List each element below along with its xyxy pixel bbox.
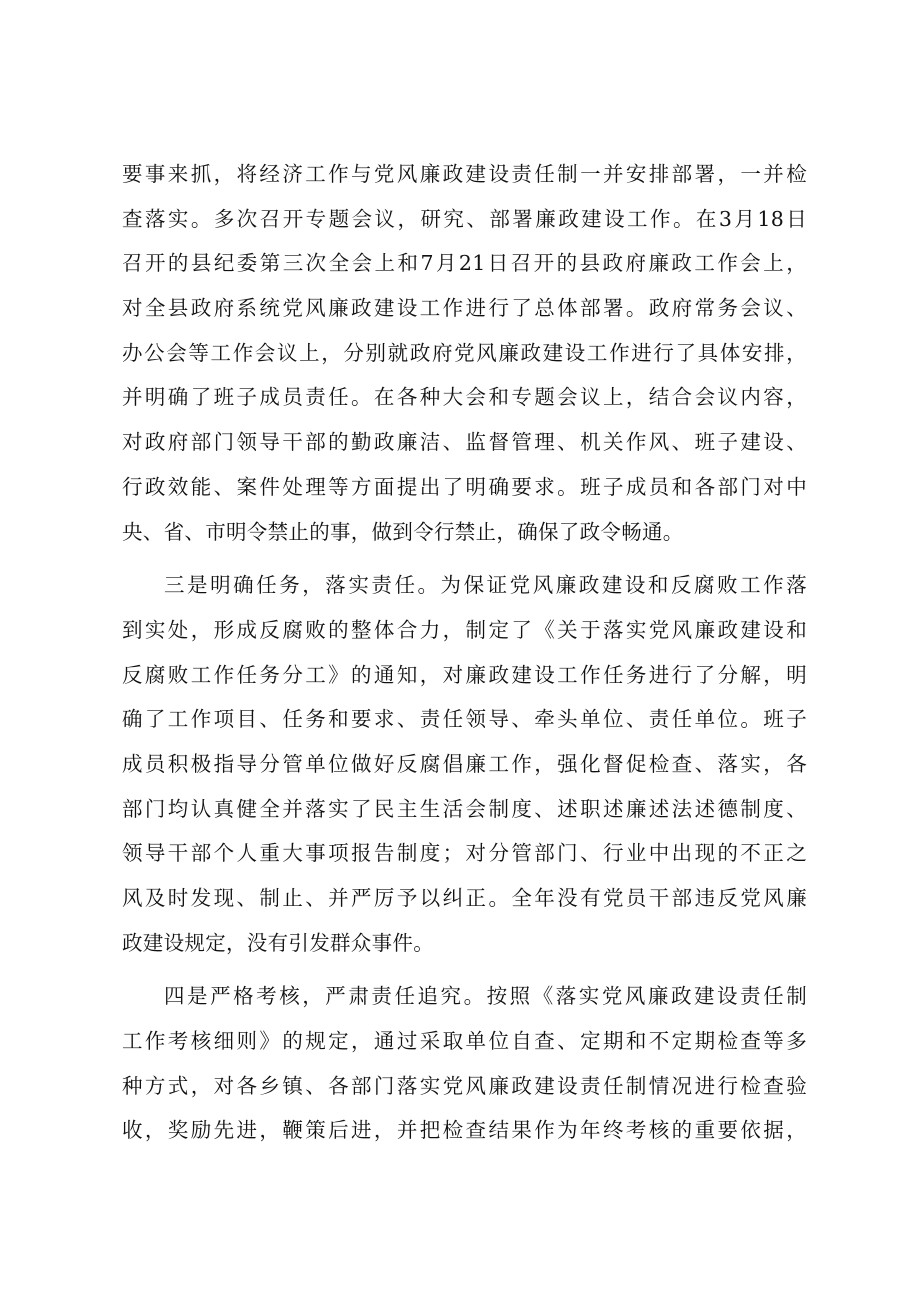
text-line: 央、省、市明令禁止的事，做到令行禁止，确保了政令畅通。 bbox=[122, 519, 684, 544]
paragraph-1 bbox=[122, 152, 807, 554]
paragraph-2 bbox=[122, 563, 807, 965]
text-line: 行政效能、案件处理等方面提出了明确要求。班子成员和各部门对中 bbox=[122, 474, 807, 499]
text-line: 召开的县纪委第三次全会上和7月21日召开的县政府廉政工作会上， bbox=[122, 251, 807, 276]
document-body bbox=[122, 152, 807, 1153]
text-line: 四是严格考核，严肃责任追究。按照《落实党风廉政建设责任制 bbox=[164, 984, 807, 1009]
text-line: 办公会等工作会议上，分别就政府党风廉政建设工作进行了具体安排， bbox=[122, 340, 807, 365]
text-line: 对政府部门领导干部的勤政廉洁、监督管理、机关作风、班子建设、 bbox=[122, 430, 807, 455]
text-line: 并明确了班子成员责任。在各种大会和专题会议上，结合会议内容， bbox=[122, 385, 807, 410]
text-line: 风及时发现、制止、并严厉予以纠正。全年没有党员干部违反党风廉 bbox=[122, 886, 807, 910]
text-line: 对全县政府系统党风廉政建设工作进行了总体部署。政府常务会议、 bbox=[122, 296, 807, 321]
text-line: 要事来抓，将经济工作与党风廉政建设责任制一并安排部署，一并检 bbox=[122, 162, 807, 186]
text-line: 工作考核细则》的规定，通过采取单位自查、定期和不定期检查等多 bbox=[122, 1029, 807, 1054]
text-line: 成员积极指导分管单位做好反腐倡廉工作，强化督促检查、落实，各 bbox=[122, 751, 807, 776]
text-line: 领导干部个人重大事项报告制度；对分管部门、行业中出现的不正之 bbox=[122, 841, 807, 866]
paragraph-3 bbox=[122, 974, 807, 1153]
text-line: 政建设规定，没有引发群众事件。 bbox=[122, 930, 434, 955]
text-line: 收，奖励先进，鞭策后进，并把检查结果作为年终考核的重要依据， bbox=[122, 1118, 807, 1143]
text-line: 到实处，形成反腐败的整体合力，制定了《关于落实党风廉政建设和 bbox=[122, 617, 807, 642]
text-line: 部门均认真健全并落实了民主生活会制度、述职述廉述法述德制度、 bbox=[122, 796, 807, 821]
text-line: 确了工作项目、任务和要求、责任领导、牵头单位、责任单位。班子 bbox=[122, 707, 807, 732]
text-line: 种方式，对各乡镇、各部门落实党风廉政建设责任制情况进行检查验 bbox=[122, 1073, 807, 1098]
text-line: 反腐败工作任务分工》的通知，对廉政建设工作任务进行了分解，明 bbox=[122, 662, 807, 687]
text-line: 三是明确任务，落实责任。为保证党风廉政建设和反腐败工作落 bbox=[164, 573, 807, 598]
text-line: 查落实。多次召开专题会议，研究、部署廉政建设工作。在3月18日 bbox=[122, 206, 807, 231]
